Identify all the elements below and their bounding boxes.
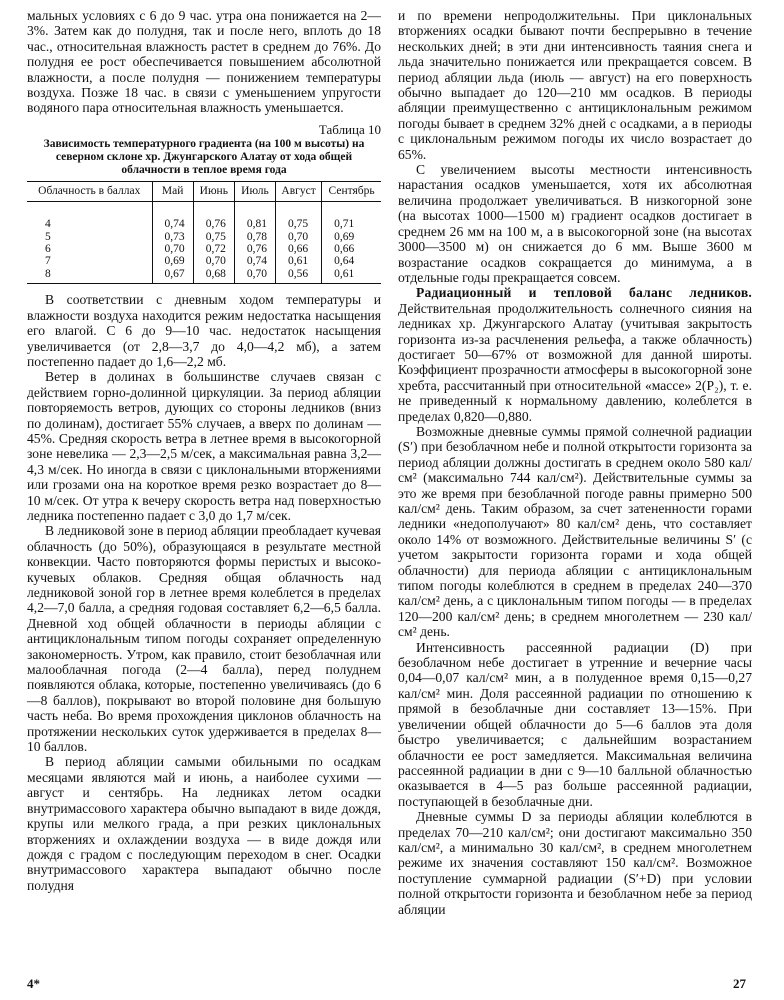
table-cell: 4 bbox=[45, 218, 51, 231]
signature-mark: 4* bbox=[27, 976, 40, 991]
table-cell: 0,70 bbox=[234, 268, 275, 284]
page-number: 27 bbox=[733, 976, 746, 991]
table-row bbox=[27, 243, 381, 255]
table-row bbox=[27, 231, 381, 243]
header-cell: Июнь bbox=[193, 182, 234, 202]
paragraph: мальных условиях с 6 до 9 час. утра она понижается на 2—3%. Затем как до полудня, так и после него, вплоть до 18 час., относительная влажность растет в среднем до 76%. До полудня ее рост обеспечивается повышением абсолютной влажности, а после полудня — понижением температуры воздуха. Позже 18 час. в связи с уменьшением упругости водяного пара относительная влажность уменьшается. bbox=[27, 8, 381, 116]
table-row bbox=[27, 255, 381, 267]
table-cell: 0,70 bbox=[193, 255, 234, 267]
paragraph: Возможные дневные суммы прямой солнечной радиации (S′) при безоблачном небе и полной открытости горизонта за период абляции должны достигать в среднем около 580 кал/см² (максимально 744 кал/см²). Действительные суммы за это же время при безоблачной погоде равны примерно 500 кал/см² день. Таким образом, за счет затененности горами ледники «недополучают» 80 кал/см² день, что составляет около 14% от возможного. Действительные величины S′ (с учетом закрытости горизонта горами и хода общей облачности) для периода абляции с антициклональным типом погоды колеблются в среднем в пределах 240—370 кал/см² день, а с циклональным типом погоды — в пределах 120—200 кал/см² день; в среднем многолетнем — 230 кал/см² день. bbox=[398, 423, 752, 640]
paragraph bbox=[398, 285, 752, 424]
table-cell: 0,69 bbox=[322, 231, 381, 243]
table-cell: 0,72 bbox=[193, 243, 234, 255]
header-cell: Май bbox=[152, 182, 193, 202]
left-column bbox=[27, 8, 381, 893]
paragraph: В ледниковой зоне в период абляции преобладает кучевая облачность (до 50%), образующаяся в результате местной конвекции. Часто повторяются формы перистых и высоко-кучевых облаков. Средняя общая облачность над ледниковой зоной гор в летнее время колеблется в пределах 4,2—7,0 балла, а средняя годовая составляет 6,2—6,5 балла. Дневной ход общей облачности в периоды абляции с антициклональным типом погоды сохраняет определенную закономерность. Утром, как правило, стоит безоблачная или малооблачная погода (2—4 балла), перед полуднем появляются облака, которые, постепенно увеличиваясь (до 6—8 баллов), покрывают во второй половине дня большую часть неба. Во время прохождения циклонов облачность на протяжении нескольких суток удерживается в пределах 8—10 баллов. bbox=[27, 523, 381, 755]
table-cell: 0,73 bbox=[152, 231, 193, 243]
table-cell: 0,78 bbox=[234, 231, 275, 243]
header-cell: Сентябрь bbox=[322, 182, 381, 202]
paragraph: и по времени непродолжительны. При циклональных вторжениях осадки бывают почти беспрерывно в течение нескольких дней; в эти дни интенсивность таяния снега и льда значительно понижается или прекращается совсем. В период абляции льда (июль — август) на его поверхность обычно выпадает до 120—210 мм осадков. В периоды абляции преимущественно с антициклональным режимом погоды бывает в среднем 32% дней с осадками, а в периоды с циклональным режимом погоды их число возрастает до 65%. bbox=[398, 8, 752, 162]
table-row bbox=[27, 268, 381, 284]
table-cell: 0,69 bbox=[152, 255, 193, 267]
header-cell: Облачность в баллах bbox=[27, 182, 152, 202]
table-cell: 8 bbox=[27, 268, 152, 284]
table-cell: 0,75 bbox=[193, 231, 234, 243]
paragraph: С увеличением высоты местности интенсивность нарастания осадков уменьшается, хотя их абсолютная величина продолжает увеличиваться. В низкогорной зоне (на высотах 1000—1500 м) градиент осадков достигает в среднем 26 мм на 100 м, а в высокогорной зоне (на высотах 3000—3500 м) он снижается до 6 мм. Выше 3600 м возрастание осадков сокращается до минимума, а в отдельные годы прекращается совсем. bbox=[398, 162, 752, 285]
table-cell: 0,61 bbox=[276, 255, 322, 267]
header-cell: Июль bbox=[234, 182, 275, 202]
table-cell: 0,64 bbox=[322, 255, 381, 267]
table-header-row bbox=[27, 182, 381, 202]
table-cell: 0,67 bbox=[152, 268, 193, 284]
paragraph: В соответствии с дневным ходом температуры и влажности воздуха находится режим недостатка насыщения его влагой. С 6 до 9—10 час. недостаток насыщения увеличивается (от 2,8—3,7 до 4,0—4,2 мб), а затем постепенно падает до 1,6—2,2 мб. bbox=[27, 292, 381, 369]
right-column bbox=[398, 8, 752, 917]
table-row bbox=[27, 202, 381, 231]
table-cell: 0,74 bbox=[152, 202, 193, 231]
table-cell: 0,74 bbox=[234, 255, 275, 267]
table-cell: 0,61 bbox=[322, 268, 381, 284]
section-heading: Радиационный и тепловой баланс ледников. bbox=[416, 285, 752, 301]
table-cell: 6 bbox=[45, 243, 51, 256]
table-cell: 0,66 bbox=[322, 243, 381, 255]
table-number: Таблица 10 bbox=[318, 121, 381, 137]
paragraph: Интенсивность рассеянной радиации (D) при безоблачном небе достигает в утренние и вечерние часы 0,04—0,07 кал/см² мин, а в полуденное время 0,15—0,27 кал/см² мин. Доля рассеянной радиации по отношению к прямой в безоблачные дни составляет 13—15%. При увеличении общей облачности до 5—6 баллов эта доля быстро увеличивается; с дальнейшим возрастанием облачности ее рост замедляется. Максимальная величина рассеянной радиации в дни с 9—10 балльной облачностью оказывается в 4—5 раз больше рассеянной радиации, поступающей в безоблачные дни. bbox=[398, 639, 752, 809]
table-cell: 0,66 bbox=[276, 243, 322, 255]
table-cell: 0,56 bbox=[276, 268, 322, 284]
paragraph-text: Действительная продолжительность солнечного сияния на ледниках хр. Джунгарского Алатау (учитывая закрытость горизонта из-за расчленения рельефа, а также облачность) достигает 50—67% от возможной для данной широты. Коэффициент прозрачности атмосферы в высокогорной зоне хребта, рассчитанный при относительной «массе» 2(P₂), т. е. не приведенный к нормальному давлению, колеблется в пределах 0,820—0,880. bbox=[398, 300, 752, 424]
table-cell: 0,70 bbox=[276, 231, 322, 243]
paragraph: Дневные суммы D за периоды абляции колеблются в пределах 70—210 кал/см²; они достигают максимально 350 кал/см², а минимально 30 кал/см², в среднем многолетнем режиме их значения составляют 150 кал/см². Возможное поступление суммарной радиации (S′+D) при условии полной открытости горизонта и безоблачном небе за период абляции bbox=[398, 809, 752, 917]
table-cell: 0,75 bbox=[276, 202, 322, 231]
paragraph: Ветер в долинах в большинстве случаев связан с действием горно-долинной циркуляции. За период абляции повторяемость ветров, дующих со стороны ледников (вниз по долинам), достигает 55% случаев, а вверх по долинам — 45%. Средняя скорость ветра в летнее время в высокогорной зоне невелика — 2,3—2,5 м/сек, а максимальная равна 3,2—4,3 м/сек. Но иногда в связи с циклональными вторжениями или грозами она на короткое время резко возрастает до 8—10 м/сек. От утра к вечеру скорость ветра над поверхностью ледника постепенно падает с 3,0 до 1,7 м/сек. bbox=[27, 369, 381, 523]
header-cell: Август bbox=[276, 182, 322, 202]
table-cell: 0,76 bbox=[234, 243, 275, 255]
table-cell: 0,71 bbox=[322, 202, 381, 231]
data-table bbox=[27, 181, 381, 284]
paragraph: В период абляции самыми обильными по осадкам месяцами являются май и июнь, а наиболее сухими — август и сентябрь. На ледниках летом осадки внутримассового характера обычно выпадают в виде дождя, крупы или мелкого града, а при резких циклональных вторжениях и охлаждении воздуха — в виде дождя или дождя с градом с последующим переходом в снег. Осадки внутримассового характера выпадают обычно после полудня bbox=[27, 754, 381, 893]
table-cell: 0,81 bbox=[234, 202, 275, 231]
table-cell: 7 bbox=[45, 255, 51, 268]
table-cell: 0,76 bbox=[193, 202, 234, 231]
table-cell: 5 bbox=[45, 230, 51, 243]
table-cell: 0,70 bbox=[152, 243, 193, 255]
table-title: Зависимость температурного градиента (на 100 м высоты) на северном склоне хр. Джунгарского Алатау от хода общей облачности в теплое время года bbox=[43, 138, 365, 177]
table-cell: 0,68 bbox=[193, 268, 234, 284]
